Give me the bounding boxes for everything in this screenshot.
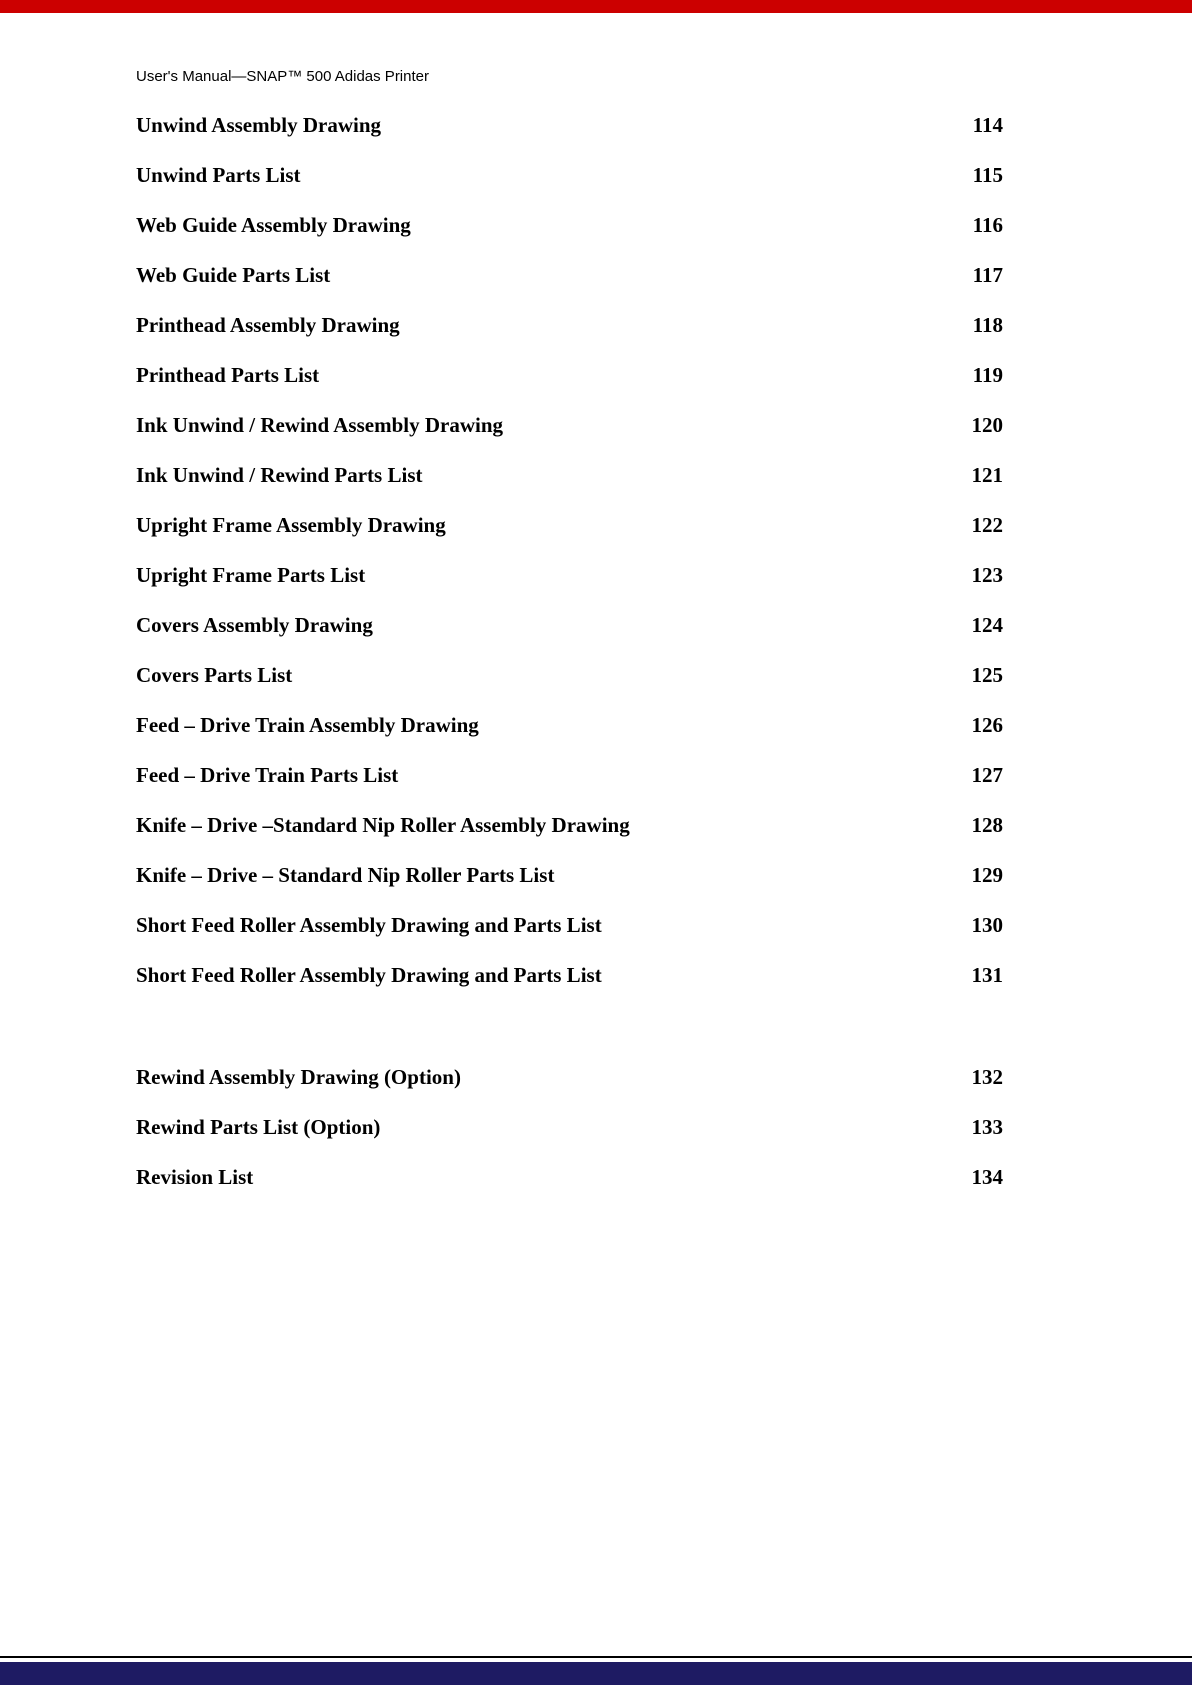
toc-entry-page-number: 119: [972, 362, 1003, 387]
toc-entry-title: Unwind Parts List: [136, 162, 301, 187]
toc-entry-title: Revision List: [136, 1164, 254, 1189]
toc-row: [136, 400, 1003, 450]
toc-entry-page-number: 115: [972, 162, 1003, 187]
toc-entry-title: Printhead Assembly Drawing: [136, 312, 400, 337]
toc-entry-title: Covers Parts List: [136, 662, 293, 687]
page-content: [136, 68, 1003, 1202]
toc-row: [136, 950, 1003, 1000]
toc: [136, 100, 1003, 1202]
toc-row: [136, 150, 1003, 200]
toc-entry-page-number: 126: [971, 712, 1003, 737]
toc-entry-page-number: 114: [972, 112, 1003, 137]
toc-entry-title: Printhead Parts List: [136, 362, 320, 387]
toc-entry-page-number: 131: [971, 962, 1003, 987]
toc-entry-page-number: 128: [971, 812, 1003, 837]
top-accent-bar: [0, 0, 1192, 13]
toc-row: [136, 700, 1003, 750]
toc-row: [136, 200, 1003, 250]
toc-entry-page-number: 134: [971, 1164, 1003, 1189]
toc-entry-title: Web Guide Parts List: [136, 262, 331, 287]
toc-entry-page-number: 123: [971, 562, 1003, 587]
toc-entry-title: Short Feed Roller Assembly Drawing and Parts List: [136, 962, 602, 987]
toc-entry-page-number: 125: [971, 662, 1003, 687]
toc-row: [136, 1052, 1003, 1102]
toc-row: [136, 650, 1003, 700]
toc-row: [136, 350, 1003, 400]
toc-entry-page-number: 124: [971, 612, 1003, 637]
toc-entry-title: Unwind Assembly Drawing: [136, 112, 382, 137]
toc-entry-title: Upright Frame Assembly Drawing: [136, 512, 446, 537]
toc-row: [136, 250, 1003, 300]
toc-row: [136, 900, 1003, 950]
toc-row: [136, 450, 1003, 500]
toc-entry-title: Covers Assembly Drawing: [136, 612, 373, 637]
toc-entry-page-number: 133: [971, 1114, 1003, 1139]
toc-entry-title: Short Feed Roller Assembly Drawing and Parts List: [136, 912, 602, 937]
toc-row: [136, 100, 1003, 150]
toc-row: [136, 500, 1003, 550]
toc-entry-title: Web Guide Assembly Drawing: [136, 212, 411, 237]
toc-entry-page-number: 121: [971, 462, 1003, 487]
toc-section: [136, 1052, 1003, 1202]
toc-entry-title: Rewind Parts List (Option): [136, 1114, 381, 1139]
toc-row: [136, 850, 1003, 900]
toc-entry-title: Feed – Drive Train Assembly Drawing: [136, 712, 479, 737]
toc-entry-title: Ink Unwind / Rewind Parts List: [136, 462, 423, 487]
toc-row: [136, 800, 1003, 850]
toc-row: [136, 550, 1003, 600]
toc-entry-page-number: 122: [971, 512, 1003, 537]
document-header: User's Manual—SNAP™ 500 Adidas Printer: [136, 68, 429, 85]
bottom-accent-bar: [0, 1662, 1192, 1685]
toc-entry-title: Rewind Assembly Drawing (Option): [136, 1064, 461, 1089]
toc-row: [136, 1102, 1003, 1152]
toc-entry-title: Knife – Drive –Standard Nip Roller Assembly Drawing: [136, 812, 630, 837]
toc-row: [136, 300, 1003, 350]
toc-entry-title: Feed – Drive Train Parts List: [136, 762, 399, 787]
toc-entry-page-number: 132: [971, 1064, 1003, 1089]
toc-entry-page-number: 118: [972, 312, 1003, 337]
toc-entry-title: Upright Frame Parts List: [136, 562, 366, 587]
toc-entry-page-number: 120: [971, 412, 1003, 437]
toc-row: [136, 750, 1003, 800]
toc-section: [136, 100, 1003, 1000]
toc-entry-title: Ink Unwind / Rewind Assembly Drawing: [136, 412, 504, 437]
toc-entry-page-number: 127: [971, 762, 1003, 787]
toc-entry-page-number: 116: [972, 212, 1003, 237]
toc-entry-page-number: 130: [971, 912, 1003, 937]
bottom-rule: [0, 1656, 1192, 1658]
toc-entry-page-number: 129: [971, 862, 1003, 887]
toc-entry-page-number: 117: [972, 262, 1003, 287]
toc-row: [136, 600, 1003, 650]
toc-entry-title: Knife – Drive – Standard Nip Roller Parts List: [136, 862, 555, 887]
toc-row: [136, 1152, 1003, 1202]
